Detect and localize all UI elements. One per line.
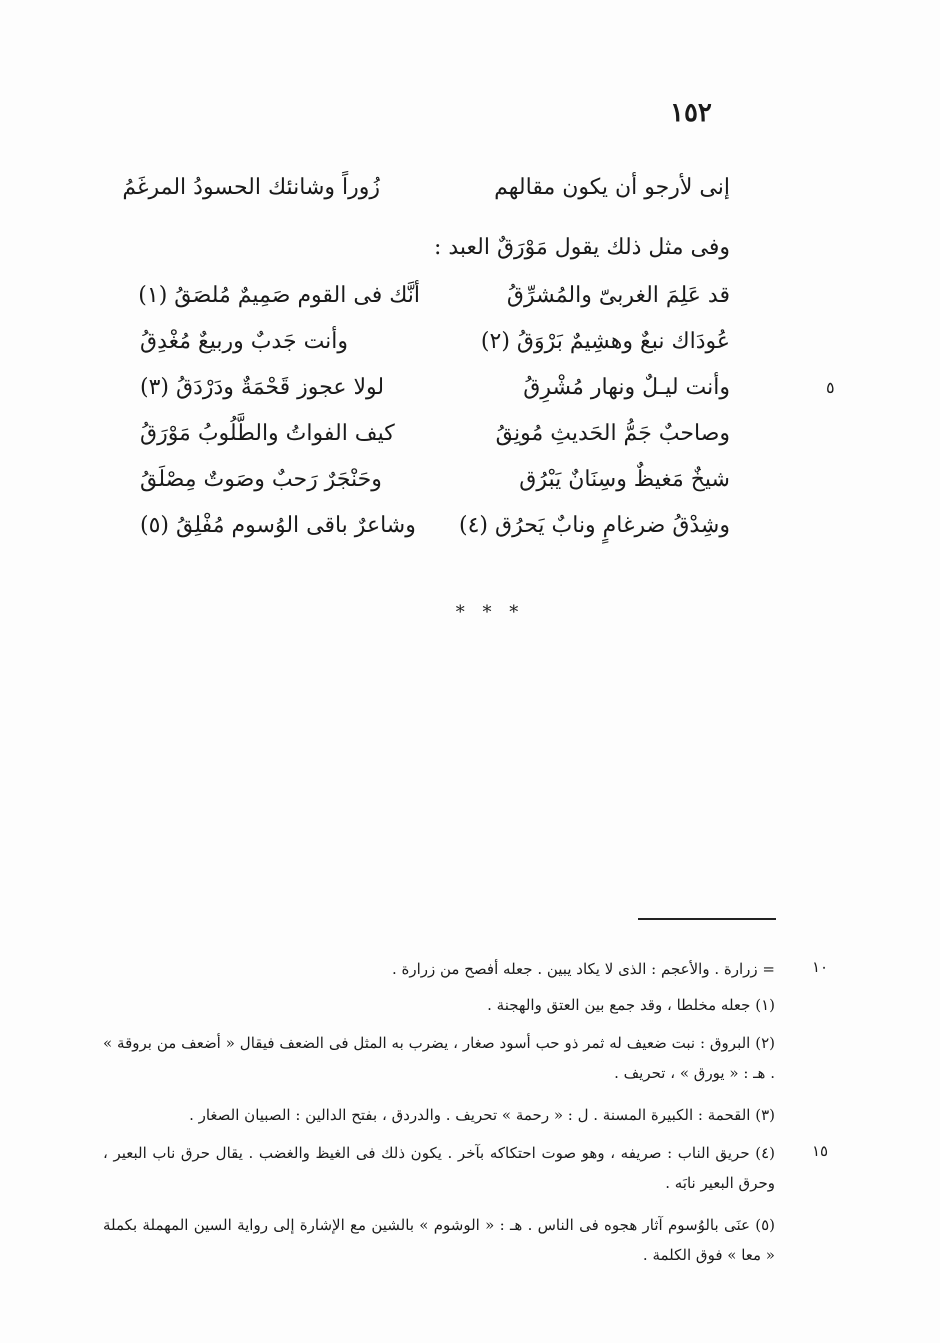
verse-4-right: وصاحبٌ جَمُّ الحَديثِ مُونِقُ bbox=[495, 421, 730, 446]
verse-6-right: وشِدْقُ ضرغامٍ ونابٌ يَحرُق (٤) bbox=[459, 513, 730, 538]
verse-3-left: لولا عجوز قَحْمَةٌ ودَرْدَقُ (٣) bbox=[140, 375, 385, 400]
verse-3-right: وأنت ليـلٌ ونهار مُشْرِقُ bbox=[523, 375, 730, 400]
verse-5-right: شيخٌ مَغيظٌ وسِنَانٌ يَبْرُق bbox=[519, 467, 730, 492]
section-separator: * * * bbox=[455, 602, 525, 623]
poem-intro: وفى مثل ذلك يقول مَوْرَقٌ العبد : bbox=[433, 235, 730, 260]
opening-verse-right-hemistich: إنى لأرجو أن يكون مقالهم bbox=[494, 175, 730, 200]
footnote-2: (٢) البروق : نبت ضعيف له ثمر ذو حب أسود صغار ، يضرب به المثل فى الضعف فيقال « أضعف من بروقة » . هـ : « يورق » ، تحريف . bbox=[103, 1034, 775, 1082]
line-number-marker: ٥ bbox=[826, 378, 835, 397]
footnote-1: (١) جعله مخلطا ، وقد جمع بين العتق والهجنة . bbox=[487, 996, 775, 1014]
page-number: ١٥٢ bbox=[670, 98, 712, 128]
verse-2-left: وأنت جَدبٌ وربيعٌ مُغْدِقُ bbox=[140, 329, 349, 354]
footnote-3: (٣) القحمة : الكبيرة المسنة . ل : « رحمة » تحريف . والدردق ، بفتح الدالين : الصبيان الصغار . bbox=[189, 1106, 775, 1124]
footnote-margin-number: ١٥ bbox=[812, 1142, 829, 1160]
verse-6-left: وشاعرٌ باقى الوُسوم مُفْلِقُ (٥) bbox=[140, 513, 416, 538]
verse-1-left: أنَّك فى القوم صَمِيمٌ مُلصَقُ (١) bbox=[138, 283, 420, 308]
verse-1-right: قد عَلِمَ الغربىّ والمُشرِّقُ bbox=[506, 283, 730, 308]
footnote-4: (٤) حريق الناب : صريفه ، وهو صوت احتكاكه بآخر . يكون ذلك فى الغيظ والغضب . يقال حرق ناب البعير ، وحرق البعير نابَه . bbox=[103, 1144, 775, 1192]
footnote-5: (٥) عنَى بالوُسوم آثار هجوه فى الناس . هـ : « الوشوم » بالشين مع الإشارة إلى رواية السين المهملة بكملة « معا » فوق الكلمة . bbox=[103, 1216, 775, 1264]
verse-2-right: عُودَاك نبعٌ وهشِيمٌ بَرْوَقُ (٢) bbox=[480, 329, 730, 354]
opening-verse-left-hemistich: زُوراً وشانئك الحسودُ المرغَمُ bbox=[122, 175, 380, 200]
footnote-continued: = زرارة . والأعجم : الذى لا يكاد يبين . جعله أفصح من زرارة . bbox=[391, 960, 775, 978]
verse-5-left: وحَنْجَرٌ رَحبٌ وصَوتٌ مِصْلَقُ bbox=[140, 467, 382, 492]
verse-4-left: كيف الفواتُ والطَّلُوبُ مَوْرَقُ bbox=[140, 421, 395, 446]
footnote-rule bbox=[638, 918, 776, 920]
footnote-margin-number: ١٠ bbox=[812, 958, 829, 976]
